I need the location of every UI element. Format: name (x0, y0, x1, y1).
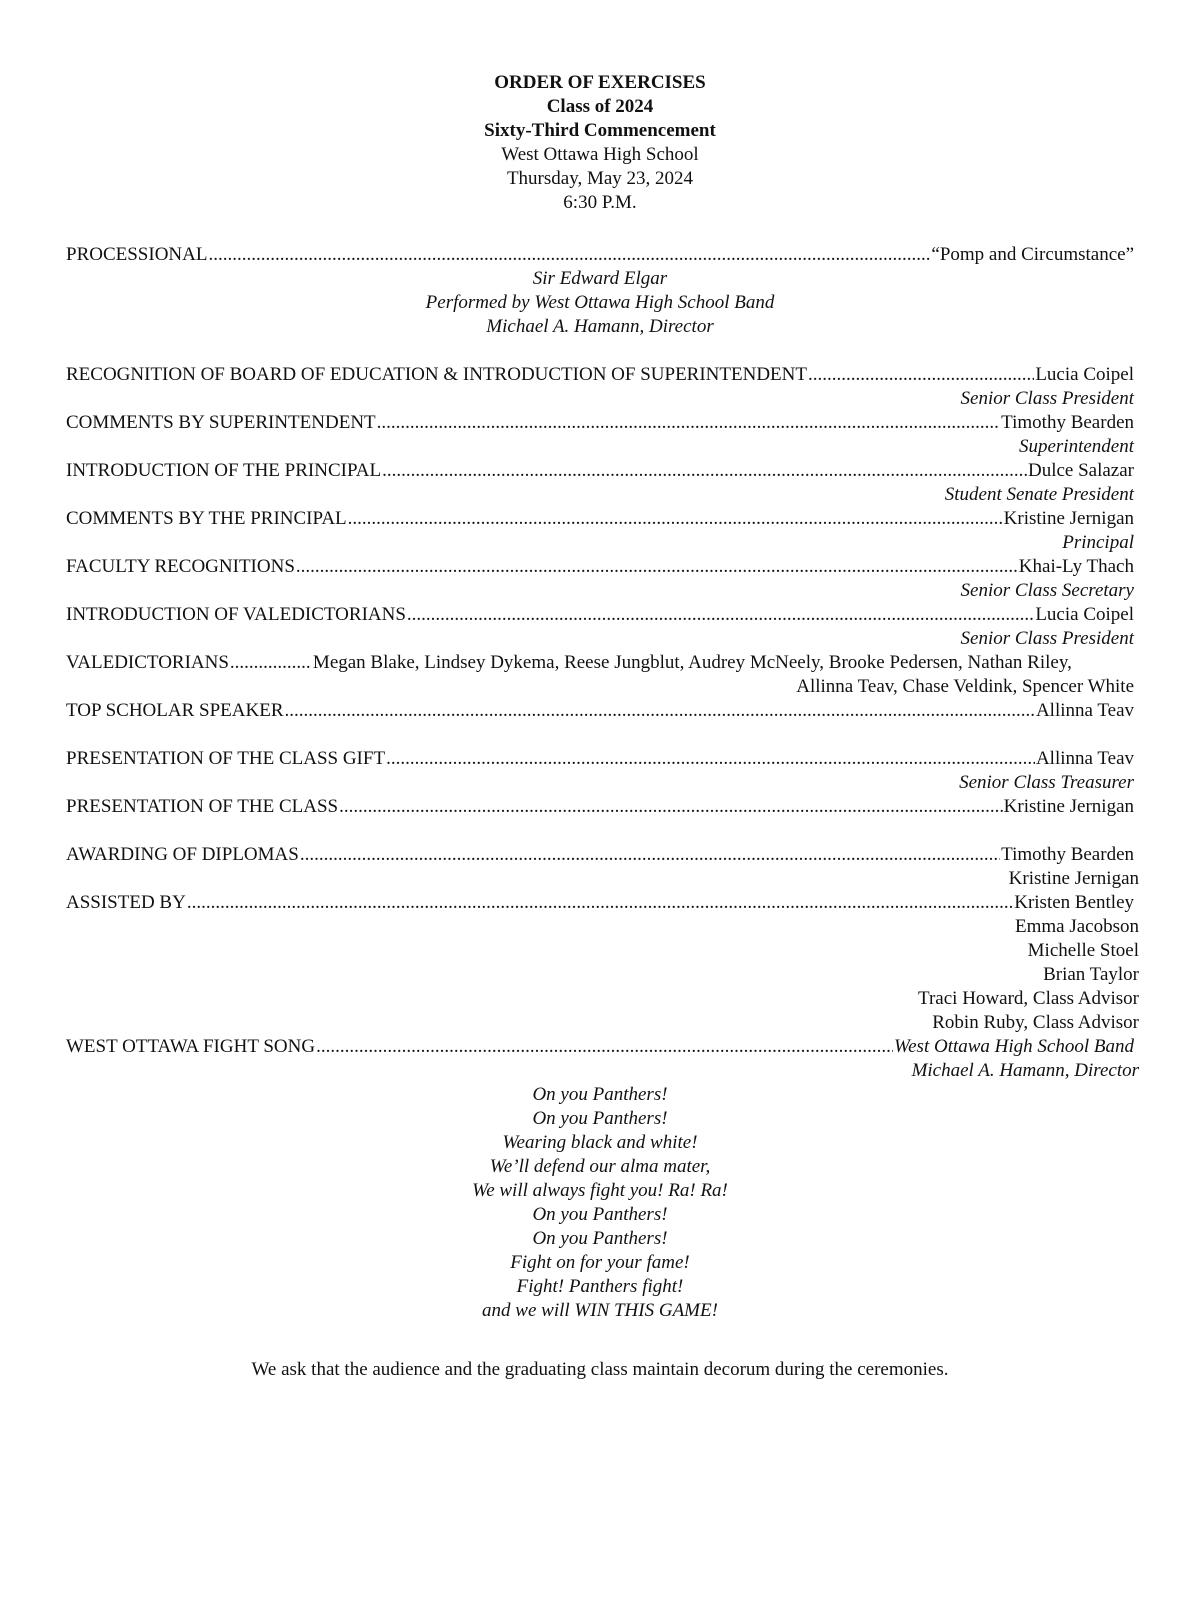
assistant-name: Emma Jacobson (1014, 916, 1139, 937)
lyric-line: Wearing black and white! (502, 1132, 698, 1153)
page-title: ORDER OF EXERCISES (494, 72, 706, 93)
program-label: INTRODUCTION OF VALEDICTORIANS (66, 604, 406, 625)
program-value: Khai-Ly Thach (1018, 556, 1134, 577)
dot-leader (382, 459, 1027, 483)
program-row (66, 507, 1134, 531)
fight-song-label: WEST OTTAWA FIGHT SONG (66, 1036, 316, 1057)
lyric-line: Fight on for your fame! (510, 1252, 690, 1273)
processional-performer: Performed by West Ottawa High School Band (425, 292, 775, 313)
assistant-name: Robin Ruby, Class Advisor (932, 1012, 1139, 1033)
program-row (66, 459, 1134, 483)
valedictorians-names-continued: Allinna Teav, Chase Veldink, Spencer White (796, 676, 1134, 697)
dot-leader (377, 411, 1001, 435)
lyric-line: On you Panthers! (532, 1204, 668, 1225)
school-name: West Ottawa High School (501, 144, 699, 165)
program-value: Timothy Bearden (1001, 412, 1134, 433)
program-value: Dulce Salazar (1027, 460, 1134, 481)
dot-leader (285, 699, 1035, 723)
program-label: INTRODUCTION OF THE PRINCIPAL (66, 460, 382, 481)
commencement-title: Sixty-Third Commencement (484, 120, 716, 141)
assisted-row (66, 891, 1134, 915)
diplomas-value: Timothy Bearden (1001, 844, 1134, 865)
event-date: Thursday, May 23, 2024 (506, 168, 694, 189)
lyric-line: We’ll defend our alma mater, (489, 1156, 711, 1177)
dot-leader (339, 795, 1003, 819)
valedictorians-row (66, 651, 1134, 675)
top-scholar-row (66, 699, 1134, 723)
diplomas-label: AWARDING OF DIPLOMAS (66, 844, 299, 865)
program-role: Superintendent (1018, 436, 1134, 457)
presentation-class-label: PRESENTATION OF THE CLASS (66, 796, 339, 817)
fight-song-value: West Ottawa High School Band (894, 1036, 1134, 1057)
program-role: Senior Class Secretary (960, 580, 1134, 601)
assisted-value: Kristen Bentley (1014, 892, 1134, 913)
processional-label: PROCESSIONAL (66, 244, 208, 265)
fight-song-director: Michael A. Hamann, Director (911, 1060, 1139, 1081)
dot-leader (386, 747, 1035, 771)
assisted-label: ASSISTED BY (66, 892, 186, 913)
top-scholar-label: TOP SCHOLAR SPEAKER (66, 700, 284, 721)
lyric-line: and we will WIN THIS GAME! (482, 1300, 718, 1321)
processional-row (66, 243, 1134, 267)
program-header (0, 71, 1200, 215)
dot-leader (316, 1035, 893, 1059)
assistant-name: Traci Howard, Class Advisor (918, 988, 1139, 1009)
diplomas-row (66, 843, 1134, 867)
class-gift-label: PRESENTATION OF THE CLASS GIFT (66, 748, 386, 769)
program-row (66, 603, 1134, 627)
program-value: Kristine Jernigan (1003, 508, 1134, 529)
program-row (66, 555, 1134, 579)
program-value: Lucia Coipel (1035, 604, 1134, 625)
program-row (66, 363, 1134, 387)
processional-value: “Pomp and Circumstance” (931, 244, 1134, 265)
fight-song-row (66, 1035, 1134, 1059)
dot-leader (230, 651, 310, 675)
class-gift-role: Senior Class Treasurer (959, 772, 1134, 793)
dot-leader (300, 843, 1000, 867)
valedictorians-label: VALEDICTORIANS (66, 652, 229, 673)
lyric-line: We will always fight you! Ra! Ra! (472, 1180, 728, 1201)
dot-leader (187, 891, 1013, 915)
processional-director: Michael A. Hamann, Director (486, 316, 714, 337)
assistant-name: Brian Taylor (1043, 964, 1139, 985)
dot-leader (407, 603, 1034, 627)
program-label: COMMENTS BY SUPERINTENDENT (66, 412, 376, 433)
assistant-name: Michelle Stoel (1027, 940, 1139, 961)
program-row (66, 411, 1134, 435)
lyric-line: On you Panthers! (532, 1084, 668, 1105)
event-time: 6:30 P.M. (563, 192, 637, 213)
program-label: FACULTY RECOGNITIONS (66, 556, 295, 577)
program-label: COMMENTS BY THE PRINCIPAL (66, 508, 347, 529)
lyric-line: On you Panthers! (532, 1228, 668, 1249)
program-role: Senior Class President (960, 628, 1134, 649)
dot-leader (296, 555, 1018, 579)
diplomas-value-2: Kristine Jernigan (1008, 868, 1139, 889)
class-year: Class of 2024 (546, 96, 654, 117)
dot-leader (808, 363, 1034, 387)
lyric-line: Fight! Panthers fight! (516, 1276, 684, 1297)
decorum-note: We ask that the audience and the graduating class maintain decorum during the ceremonies. (251, 1359, 949, 1380)
valedictorians-names: Megan Blake, Lindsey Dykema, Reese Jungblut, Audrey McNeely, Brooke Pedersen, Nathan Riley, (312, 652, 1072, 673)
presentation-class-value: Kristine Jernigan (1003, 796, 1134, 817)
program-value: Lucia Coipel (1035, 364, 1134, 385)
program-label: RECOGNITION OF BOARD OF EDUCATION & INTRODUCTION OF SUPERINTENDENT (66, 364, 807, 385)
dot-leader (348, 507, 1003, 531)
program-role: Student Senate President (944, 484, 1134, 505)
presentation-class-row (66, 795, 1134, 819)
dot-leader (208, 243, 930, 267)
class-gift-value: Allinna Teav (1035, 748, 1134, 769)
lyric-line: On you Panthers! (532, 1108, 668, 1129)
program-role: Senior Class President (960, 388, 1134, 409)
processional-composer: Sir Edward Elgar (532, 268, 668, 289)
class-gift-row (66, 747, 1134, 771)
top-scholar-value: Allinna Teav (1035, 700, 1134, 721)
program-role: Principal (1062, 532, 1134, 553)
